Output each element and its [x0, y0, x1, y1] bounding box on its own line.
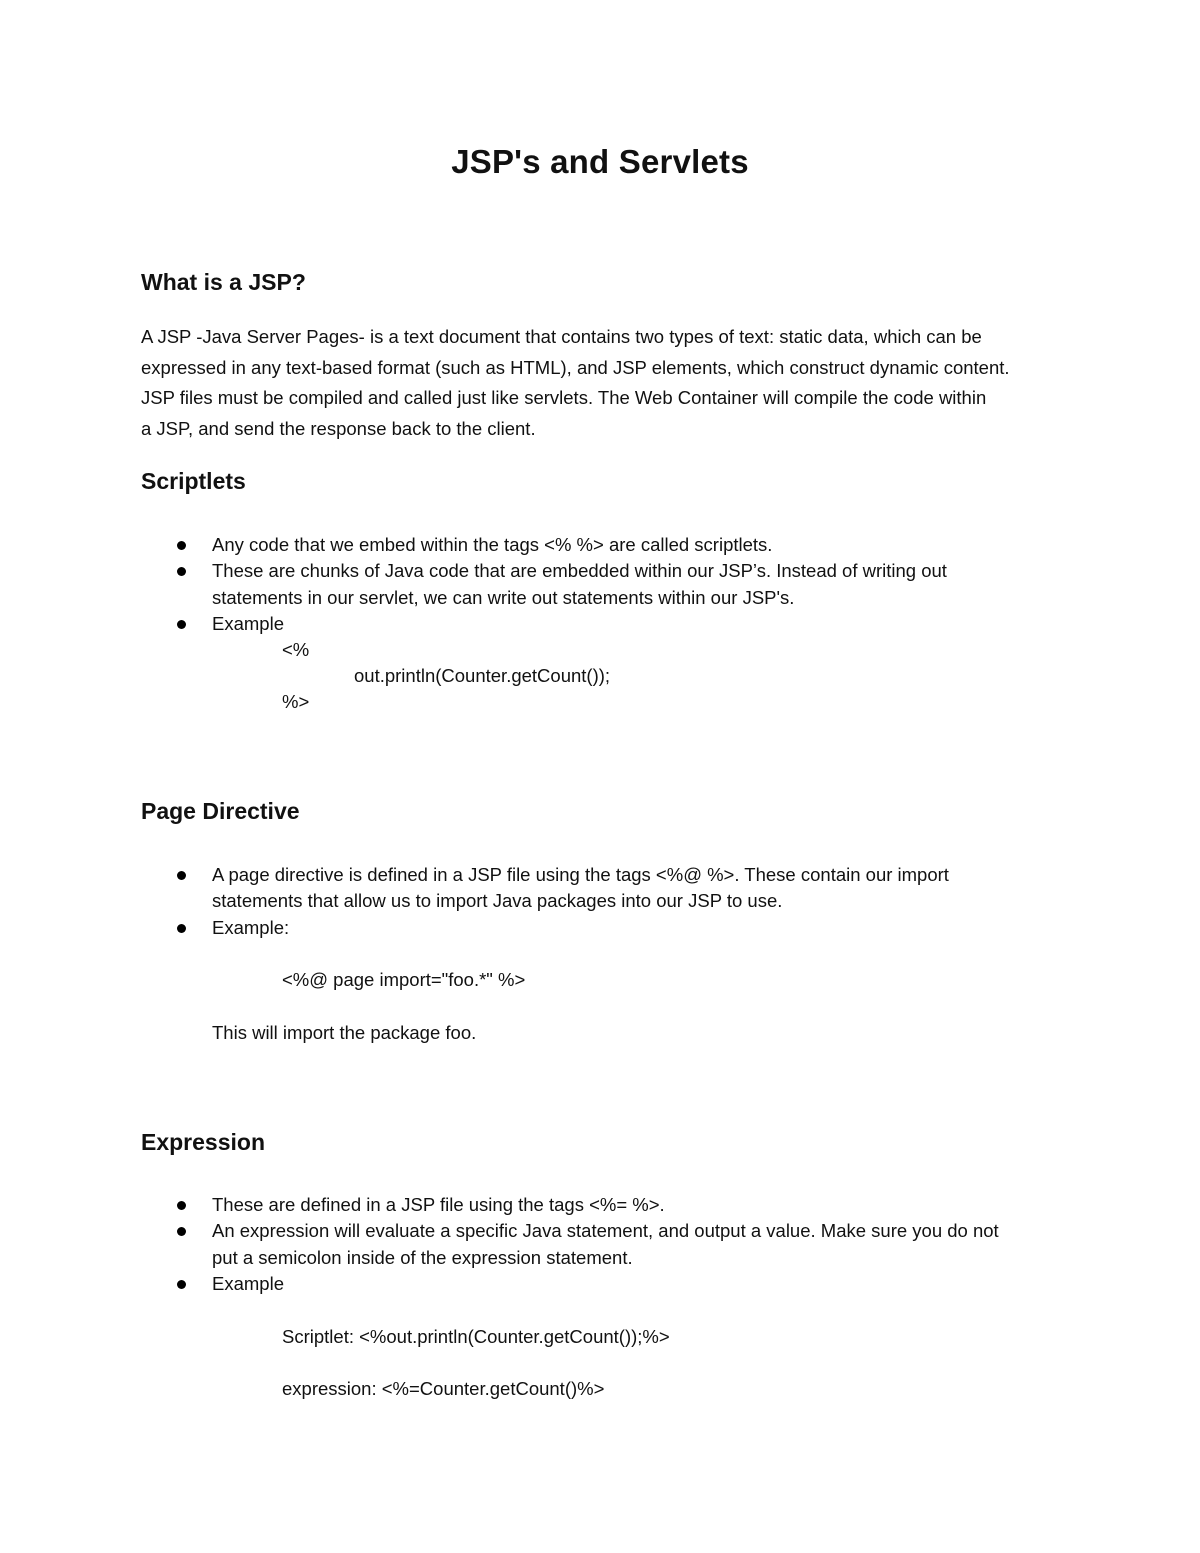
scriptlet-example: Scriptlet: <%out.println(Counter.getCount());%> — [282, 1326, 670, 1347]
scriptlet-code-open: <% — [282, 639, 310, 660]
bullet-icon — [177, 924, 186, 933]
bullet-text: These are chunks of Java code that are embedded within our JSP’s. Instead of writing out — [212, 560, 947, 582]
bullet-text: These are defined in a JSP file using the tags <%= %>. — [212, 1194, 665, 1215]
bullet-icon — [177, 541, 186, 550]
page-directive-code: <%@ page import="foo.*" %> — [282, 969, 526, 990]
heading-what-is-jsp: What is a JSP? — [141, 269, 306, 295]
list-item — [141, 611, 1081, 637]
list-item — [141, 1271, 1081, 1297]
bullet-text: Example — [212, 612, 284, 634]
scriptlet-code-close: %> — [282, 691, 310, 712]
bullet-text: Any code that we embed within the tags <% %> are called scriptlets. — [212, 534, 773, 555]
paragraph-line: expressed in any text-based format (such as HTML), and JSP elements, which construct dynamic content. — [141, 356, 1010, 378]
expression-example: expression: <%=Counter.getCount()%> — [282, 1378, 605, 1399]
scriptlet-code-body: out.println(Counter.getCount()); — [354, 665, 611, 686]
bullet-text: Example — [212, 1272, 284, 1294]
document-title: JSP's and Servlets — [451, 143, 749, 180]
heading-scriptlets: Scriptlets — [141, 468, 246, 494]
page-directive-bullet-list — [141, 862, 1081, 941]
list-item — [141, 915, 1081, 941]
bullet-icon — [177, 1201, 186, 1210]
paragraph-line: JSP files must be compiled and called just like servlets. The Web Container will compile the code within — [141, 387, 987, 408]
bullet-icon — [177, 871, 186, 880]
bullet-text: statements that allow us to import Java packages into our JSP to use. — [212, 890, 783, 912]
bullet-text: Example: — [212, 916, 290, 938]
bullet-icon — [177, 620, 186, 629]
bullet-text: An expression will evaluate a specific Java statement, and output a value. Make sure you do not — [212, 1220, 999, 1242]
list-item — [141, 1218, 1081, 1271]
heading-expression: Expression — [141, 1129, 265, 1155]
bullet-icon — [177, 1280, 186, 1289]
bullet-icon — [177, 1227, 186, 1236]
bullet-text: statements in our servlet, we can write out statements within our JSP's. — [212, 586, 795, 608]
page-directive-note: This will import the package foo. — [212, 1022, 477, 1043]
scriptlets-bullet-list — [141, 532, 1081, 637]
list-item — [141, 1192, 1081, 1218]
heading-page-directive: Page Directive — [141, 798, 300, 824]
paragraph-line: a JSP, and send the response back to the client. — [141, 417, 536, 439]
list-item — [141, 532, 1081, 558]
paragraph-what-is-jsp — [141, 322, 1071, 444]
list-item — [141, 862, 1081, 915]
bullet-icon — [177, 567, 186, 576]
bullet-text: put a semicolon inside of the expression statement. — [212, 1246, 633, 1268]
list-item — [141, 558, 1081, 611]
bullet-text: A page directive is defined in a JSP file using the tags <%@ %>. These contain our import — [212, 864, 949, 885]
expression-bullet-list — [141, 1192, 1081, 1297]
paragraph-line: A JSP -Java Server Pages- is a text document that contains two types of text: static data, which can be — [141, 326, 982, 347]
